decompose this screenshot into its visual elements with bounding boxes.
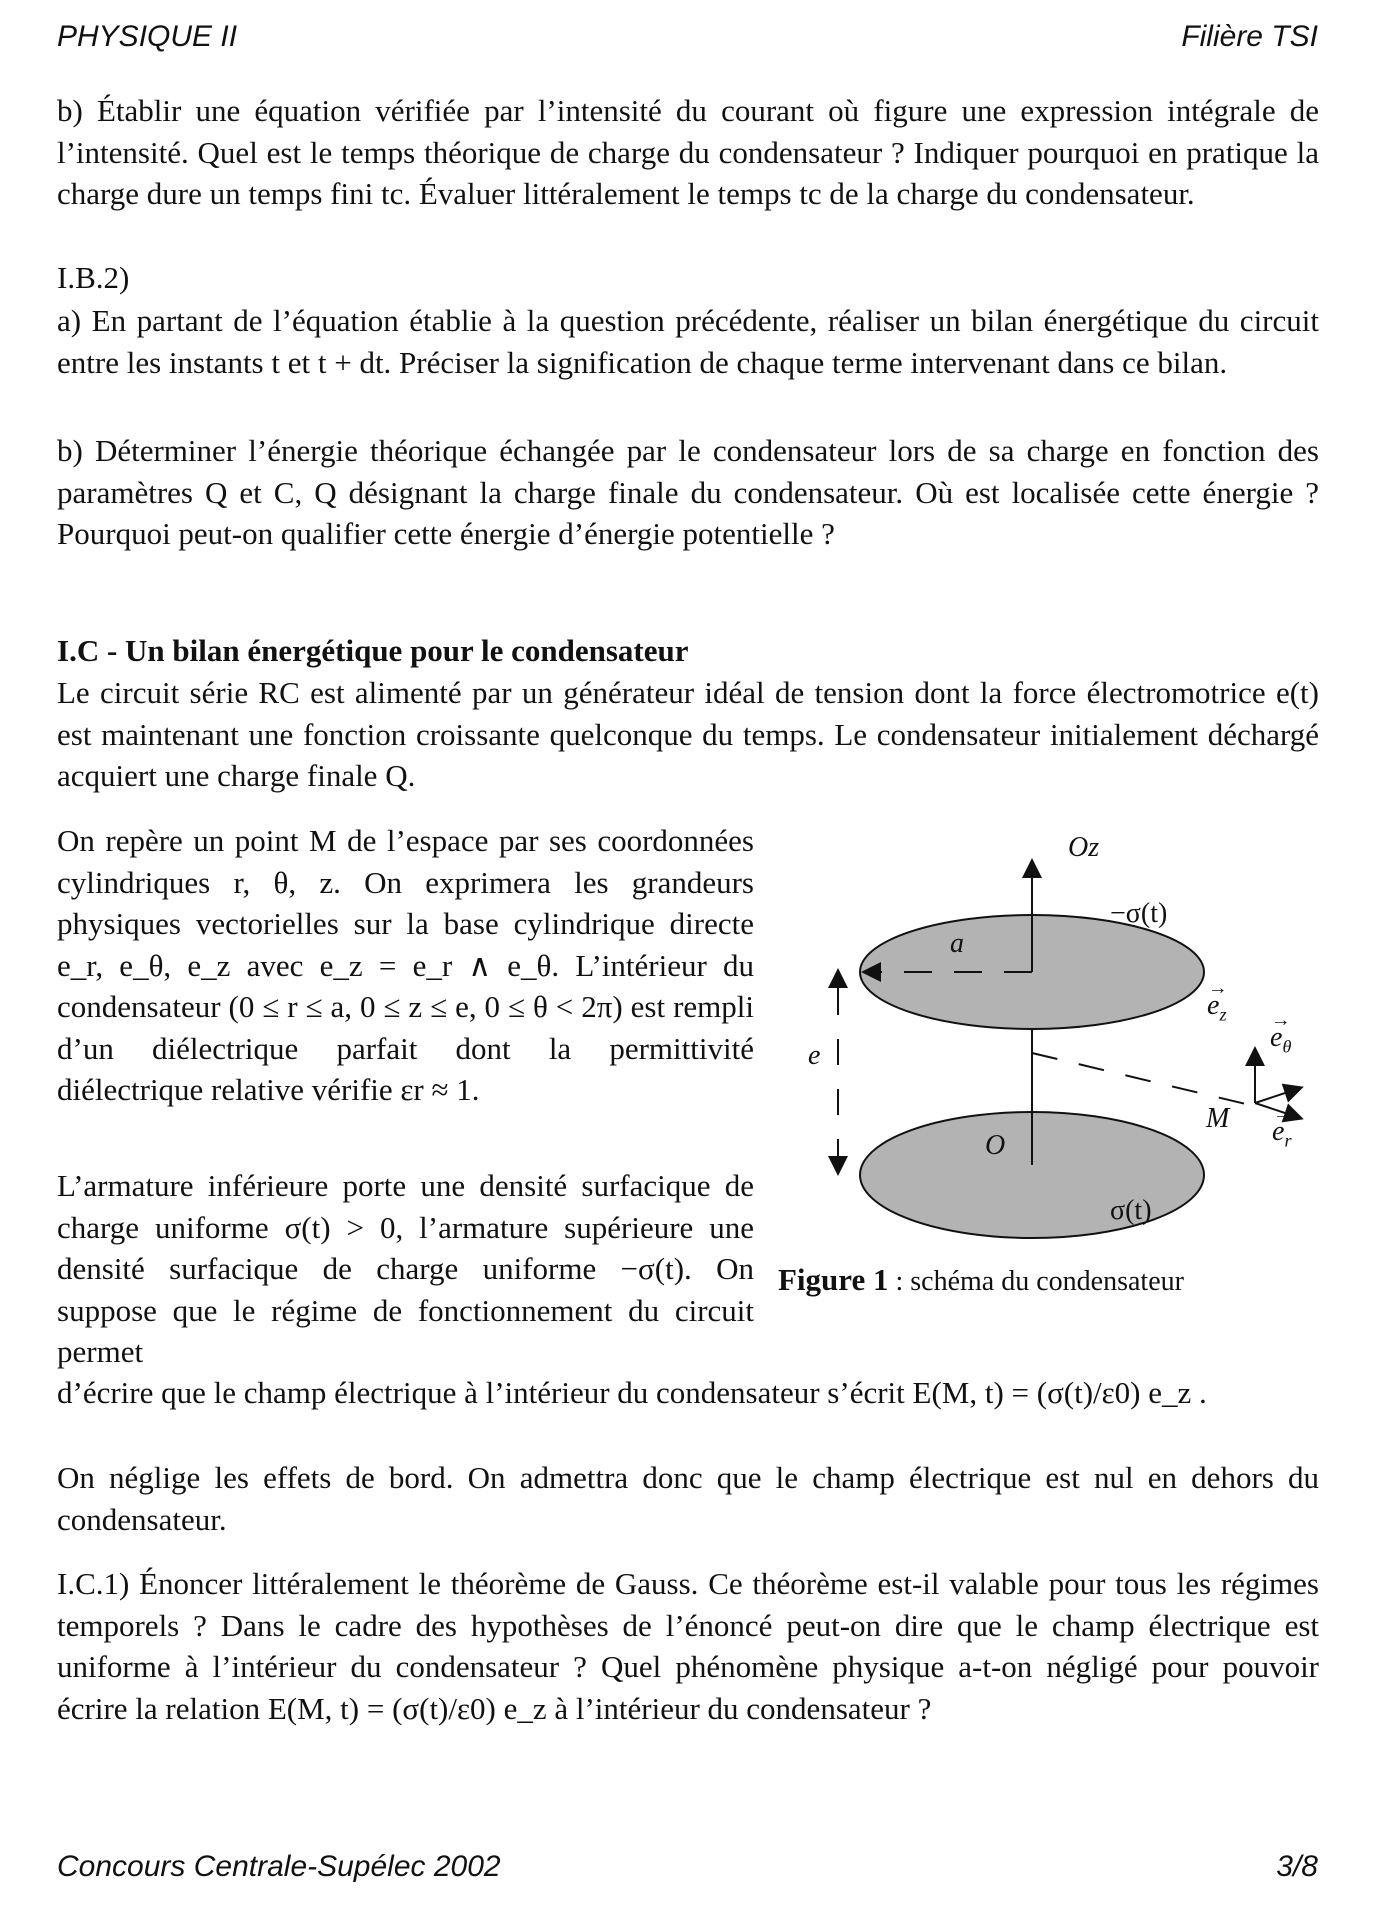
unit-vector-etheta-label: → $e_\theta$ bbox=[1270, 1022, 1291, 1058]
question-number-ib2: I.B.2) bbox=[57, 260, 130, 295]
paragraph-rc-circuit: Le circuit série RC est alimenté par un générateur idéal de tension dont la force électromotrice e(t) est maintenant une fonction croissante quelconque du temps. Le condensateur initialement déchargé acquiert une charge finale Q. bbox=[57, 675, 1319, 793]
figure-caption-text: : schéma du condensateur bbox=[888, 1266, 1184, 1297]
origin-label: O bbox=[985, 1130, 1006, 1161]
question-b-energy: b) Déterminer l’énergie théorique échangée par le condensateur lors de sa charge en fonction des paramètres Q et C, Q désignant la charge finale du condensateur. Où est localisée cette énergie ? Pourquoi peut-on qualifier cette énergie d’énergie potentielle ? bbox=[57, 433, 1319, 551]
figure-caption-number: Figure 1 bbox=[778, 1262, 889, 1297]
figure-capacitor-diagram bbox=[770, 820, 1330, 1240]
paragraph-edge-effects: On néglige les effets de bord. On admettra donc que le champ électrique est nul en dehors du condensateur. bbox=[57, 1460, 1319, 1537]
paragraph-field-expression: d’écrire que le champ électrique à l’intérieur du condensateur s’écrit E(M, t) = (σ(t)/ε0) e_z . bbox=[57, 1375, 1207, 1410]
question-b-charge-time: b) Établir une équation vérifiée par l’intensité du courant où figure une expression intégrale de l’intensité. Quel est le temps théorique de charge du condensateur ? Indiquer pourquoi en pratique la charge dure un temps fini tc. Évaluer littéralement le temps tc de la charge du condensateur. bbox=[57, 93, 1319, 211]
header-track: Filière TSI bbox=[1181, 20, 1318, 53]
gap-label: e bbox=[808, 1040, 821, 1071]
footer-exam-name: Concours Centrale-Supélec 2002 bbox=[57, 1850, 501, 1883]
bottom-plate-charge-label: σ(t) bbox=[1110, 1195, 1152, 1226]
question-ic1-gauss: I.C.1) Énoncer littéralement le théorème de Gauss. Ce théorème est-il valable pour tous les régimes temporels ? Dans le cadre des hypothèses de l’énoncé peut-on dire que le champ électrique est uniforme à l’intérieur du condensateur ? Quel phénomène physique a-t-on négligé pour pouvoir écrire la relation E(M, t) = (σ(t)/ε0) e_z à l’intérieur du condensateur ? bbox=[57, 1566, 1319, 1726]
point-m-label: M bbox=[1206, 1103, 1230, 1134]
page-footer bbox=[57, 1850, 1318, 1884]
capacitor-schematic-icon bbox=[770, 820, 1330, 1240]
unit-vector-er-label: → $e_r$ bbox=[1272, 1116, 1292, 1152]
figure-caption bbox=[778, 1262, 1184, 1298]
unit-vector-ez-label: → $e_z$ bbox=[1207, 990, 1227, 1026]
question-a-energy-balance: a) En partant de l’équation établie à la question précédente, réaliser un bilan énergétique du circuit entre les instants t et t + dt. Préciser la signification de chaque terme intervenant dans ce bilan. bbox=[57, 303, 1319, 380]
section-title-ic: I.C - Un bilan énergétique pour le condensateur bbox=[57, 633, 689, 668]
paragraph-charge-densities: L’armature inférieure porte une densité surfacique de charge uniforme σ(t) > 0, l’armature supérieure une densité surfacique de charge uniforme −σ(t). On suppose que le régime de fonctionnement du circuit permet bbox=[57, 1168, 754, 1369]
radius-label: a bbox=[950, 928, 964, 959]
page-number: 3/8 bbox=[1276, 1850, 1318, 1883]
header-subject: PHYSIQUE II bbox=[57, 20, 238, 53]
paragraph-coordinates: On repère un point M de l’espace par ses coordonnées cylindriques r, θ, z. On exprimera les grandeurs physiques vectorielles sur la base cylindrique directe e_r, e_θ, e_z avec e_z = e_r ∧ e_θ. L’intérieur du condensateur (0 ≤ r ≤ a, 0 ≤ z ≤ e, 0 ≤ θ < 2π) est rempli d’un diélectrique parfait dont la permittivité diélectrique relative vérifie εr ≈ 1. bbox=[57, 823, 754, 1107]
top-plate-charge-label: −σ(t) bbox=[1110, 898, 1168, 929]
page-header bbox=[57, 20, 1318, 54]
axis-label-oz: Oz bbox=[1068, 832, 1100, 863]
